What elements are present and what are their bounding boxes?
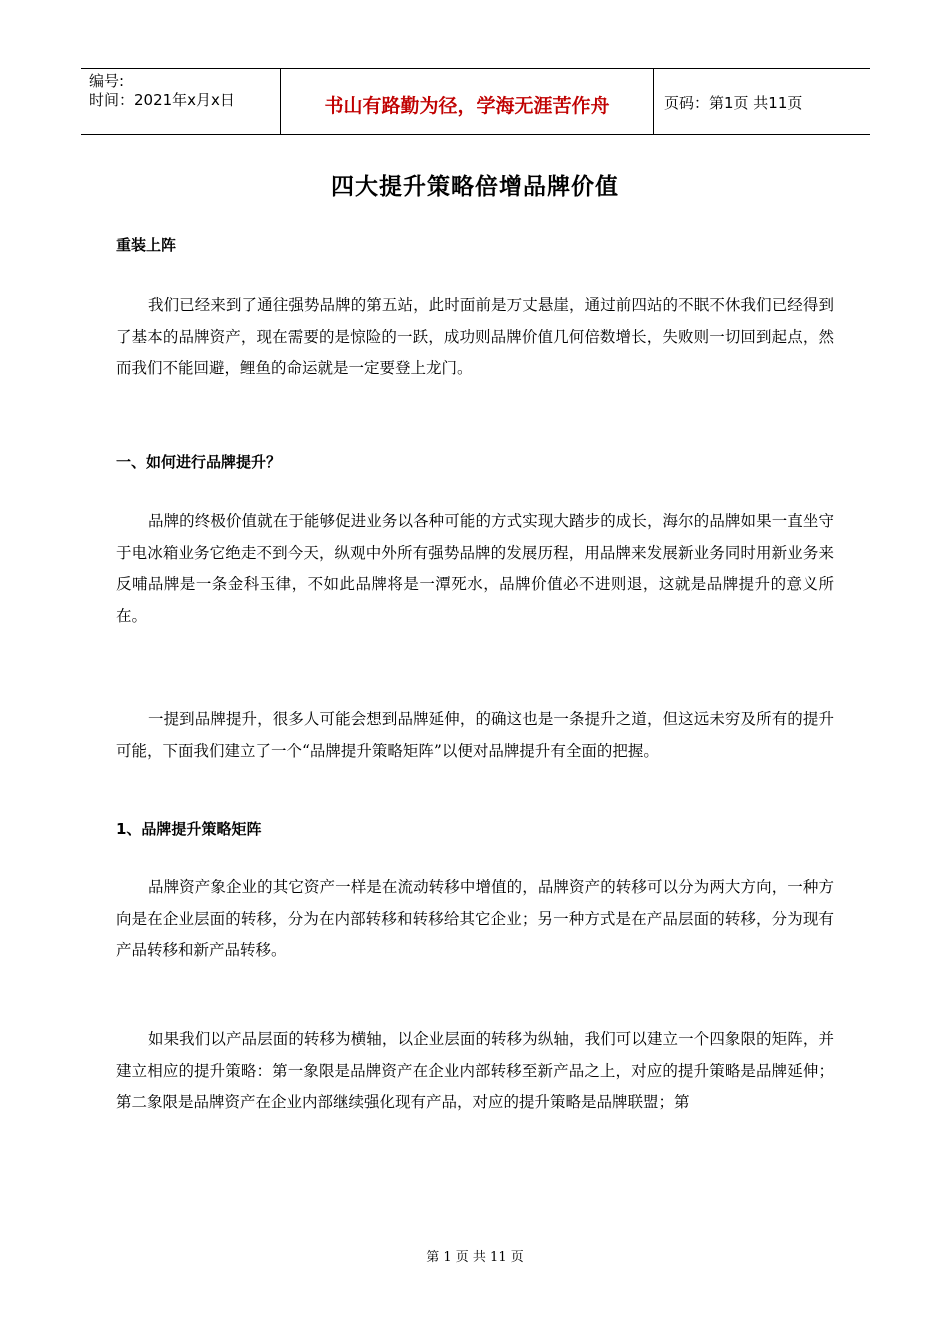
page-footer: 第 1 页 共 11 页 <box>426 1250 524 1265</box>
paragraph-4: 品牌资产象企业的其它资产一样是在流动转移中增值的，品牌资产的转移可以分为两大方向，一种方向是在企业层面的转移，分为在内部转移和转移给其它企业；另一种方式是在产品层面的转移，分为现有产品转移和新产品转移。 <box>116 878 834 959</box>
header-meta-cell <box>81 69 281 134</box>
section-heading-2: 1、品牌提升策略矩阵 <box>116 820 262 838</box>
page-info: 页码：第1页 共11页 <box>664 94 803 112</box>
section-heading-intro: 重装上阵 <box>116 236 177 254</box>
paragraph-5: 如果我们以产品层面的转移为横轴，以企业层面的转移为纵轴，我们可以建立一个四象限的矩阵，并建立相应的提升策略：第一象限是品牌资产在企业内部转移至新产品之上，对应的提升策略是品牌延伸；第二象限是品牌资产在企业内部继续强化现有产品，对应的提升策略是品牌联盟；第 <box>116 1030 834 1111</box>
header-table <box>81 68 870 135</box>
paragraph-3: 一提到品牌提升，很多人可能会想到品牌延伸，的确这也是一条提升之道，但这远未穷及所有的提升可能，下面我们建立了一个“品牌提升策略矩阵”以便对品牌提升有全面的把握。 <box>116 710 834 760</box>
time-label: 时间：2021年x月x日 <box>89 91 235 109</box>
document-title: 四大提升策略倍增品牌价值 <box>331 174 619 200</box>
section-heading-1: 一、如何进行品牌提升？ <box>116 453 282 471</box>
motto: 书山有路勤为径，学海无涯苦作舟 <box>281 69 654 134</box>
paragraph-2: 品牌的终极价值就在于能够促进业务以各种可能的方式实现大踏步的成长，海尔的品牌如果一直坐守于电冰箱业务它绝走不到今天，纵观中外所有强势品牌的发展历程，用品牌来发展新业务同时用新业务来反哺品牌是一条金科玉律，不如此品牌将是一潭死水，品牌价值必不进则退，这就是品牌提升的意义所在。 <box>116 512 834 625</box>
number-label: 编号: <box>89 72 125 90</box>
paragraph-1: 我们已经来到了通往强势品牌的第五站，此时面前是万丈悬崖，通过前四站的不眠不休我们已经得到了基本的品牌资产，现在需要的是惊险的一跃，成功则品牌价值几何倍数增长，失败则一切回到起点，然而我们不能回避，鲤鱼的命运就是一定要登上龙门。 <box>116 296 834 377</box>
